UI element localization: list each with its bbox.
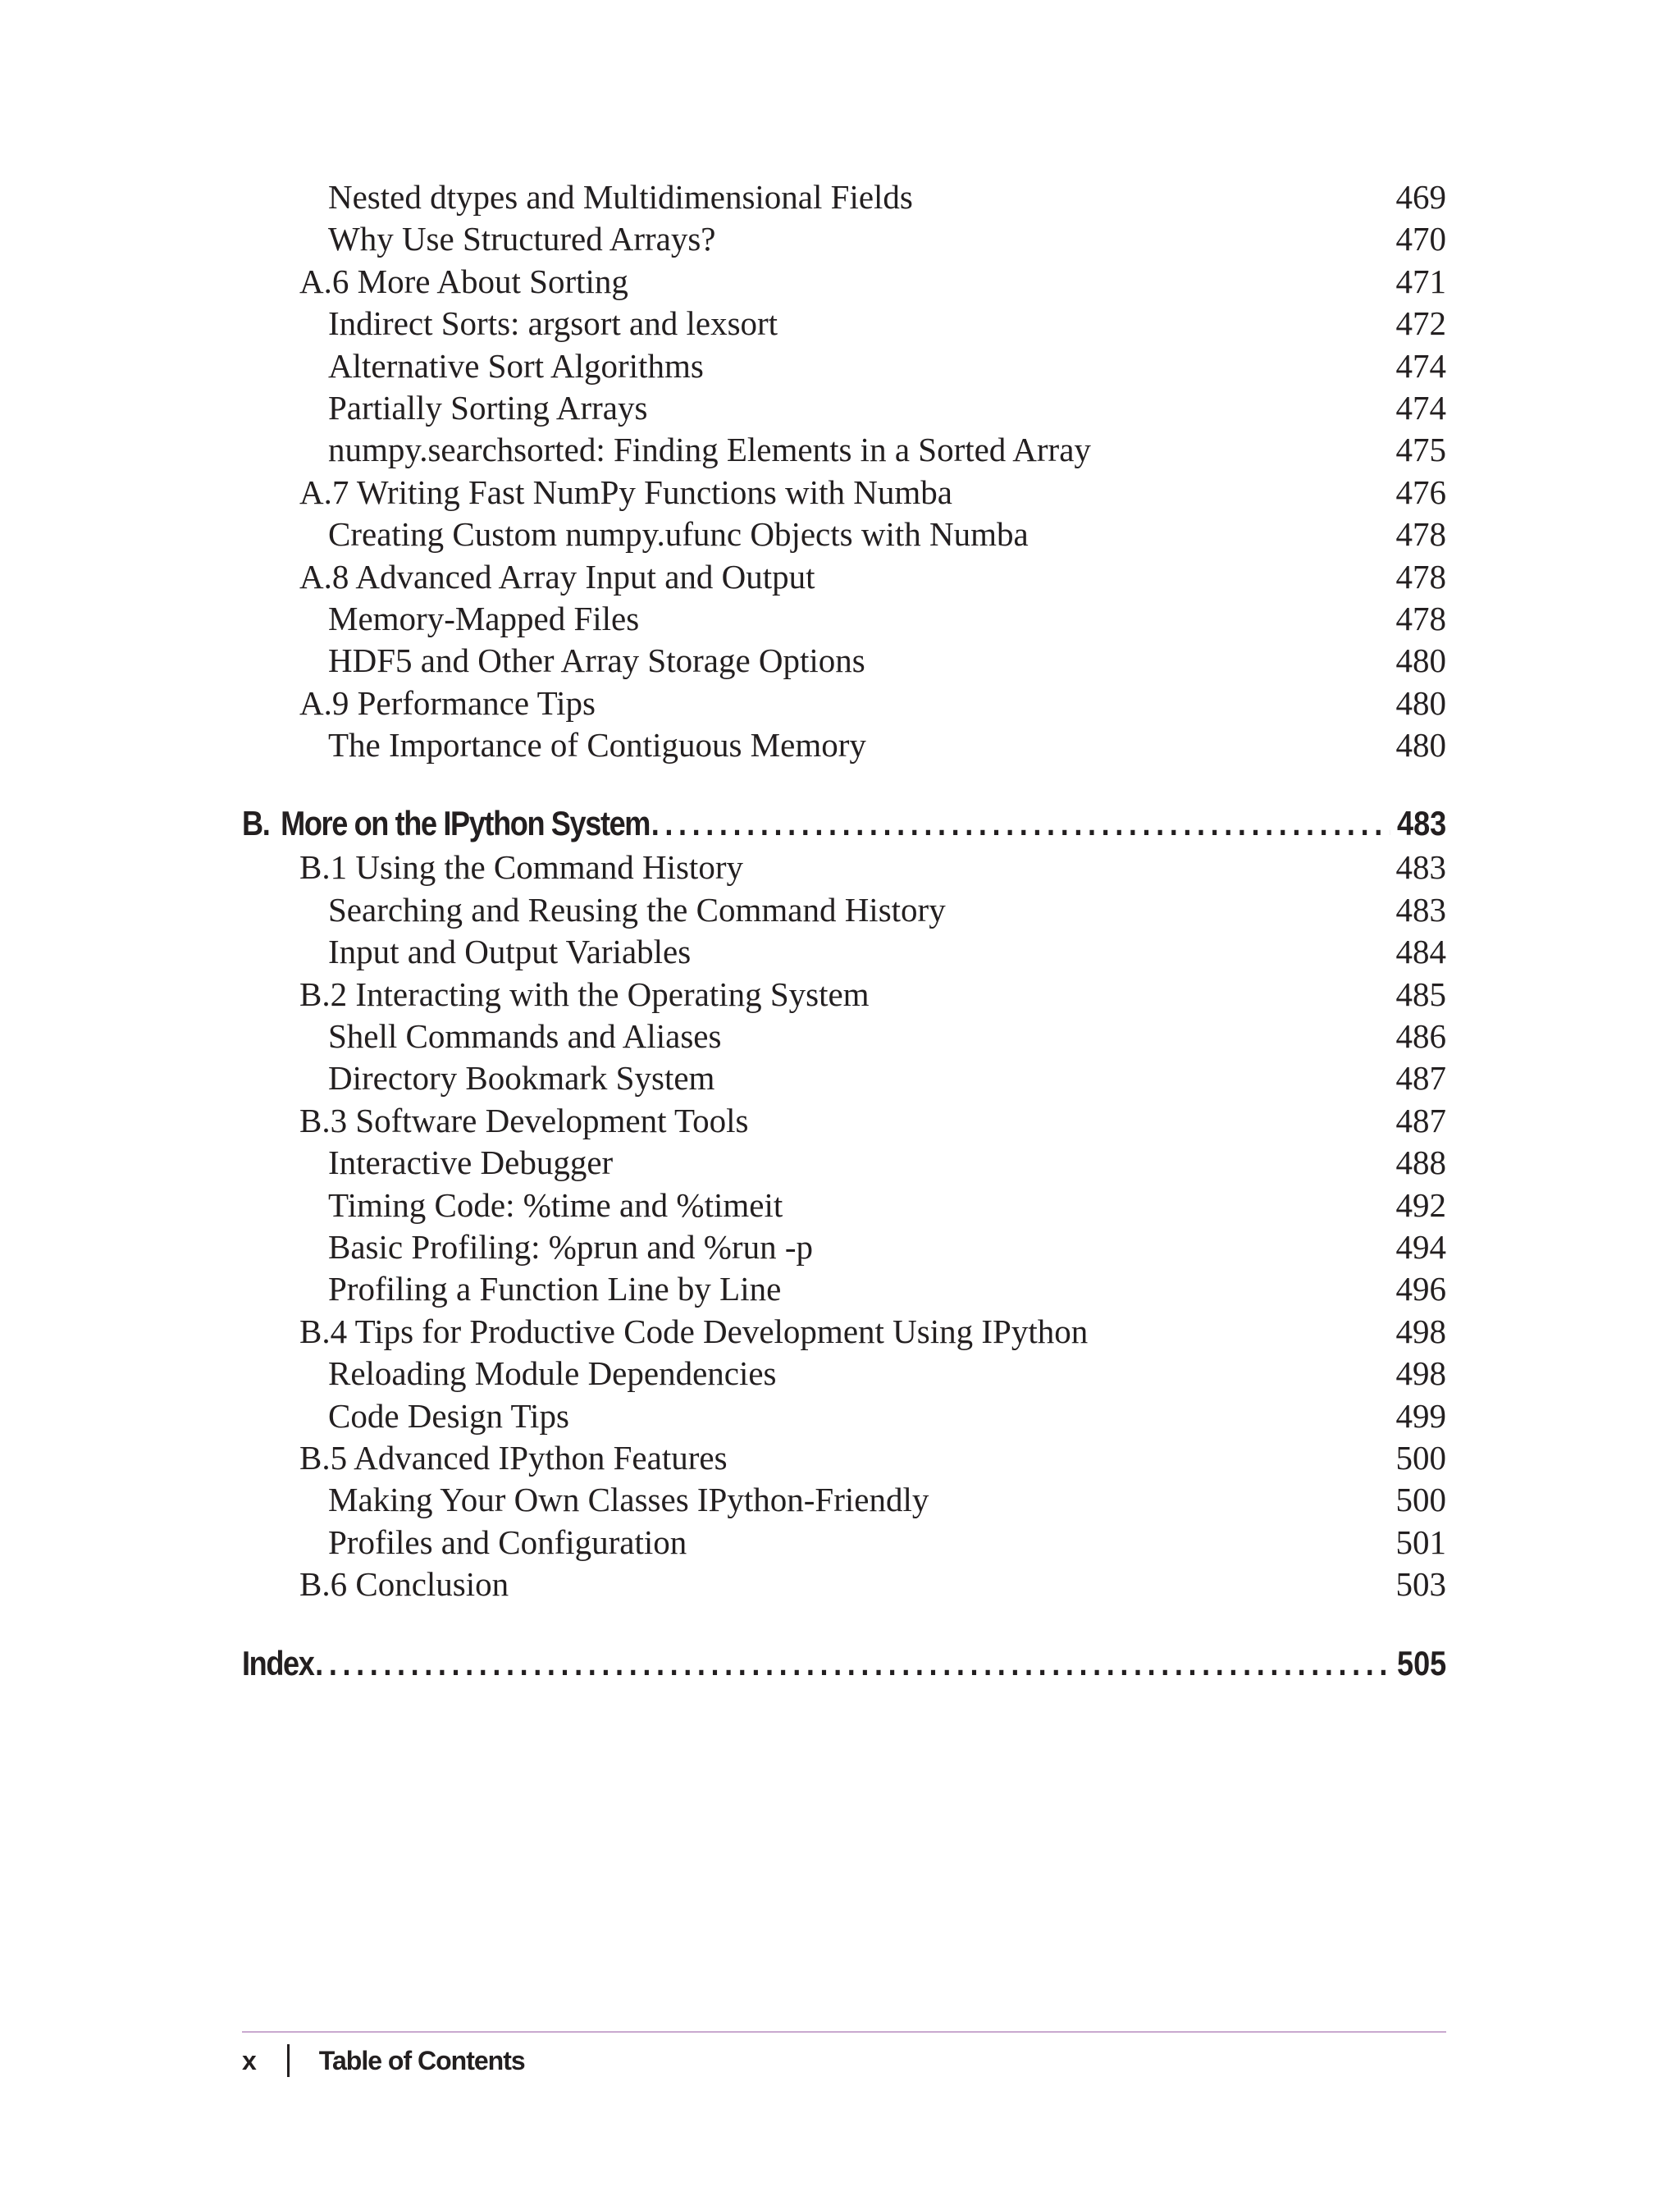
footer-page-number: x	[242, 2045, 256, 2075]
toc-subsection-entry[interactable]	[242, 598, 1446, 640]
footer-rule	[242, 2031, 1446, 2033]
entry-page-number: 475	[1395, 431, 1446, 469]
entry-page-number: 469	[1395, 178, 1446, 216]
toc-chapter-appendix-b[interactable]	[242, 801, 1446, 847]
entry-title: The Importance of Contiguous Memory	[328, 726, 866, 765]
toc-subsection-entry[interactable]	[242, 1016, 1446, 1057]
entry-title: Searching and Reusing the Command History	[328, 890, 946, 929]
chapter-title: Index	[242, 1643, 314, 1682]
entry-page-number: 480	[1395, 641, 1446, 680]
entry-title: Timing Code: %time and %timeit	[328, 1185, 783, 1224]
leader-dots	[315, 1641, 1390, 1687]
toc-subsection-entry[interactable]	[242, 931, 1446, 973]
entry-title: B.6 Conclusion	[299, 1565, 509, 1604]
entry-page-number: 474	[1395, 388, 1446, 427]
entry-title: Basic Profiling: %prun and %run -p	[328, 1227, 813, 1266]
toc-subsection-entry[interactable]	[242, 218, 1446, 260]
entry-title: HDF5 and Other Array Storage Options	[328, 641, 865, 680]
toc-subsection-entry[interactable]	[242, 1142, 1446, 1184]
entry-title: Profiling a Function Line by Line	[328, 1270, 782, 1308]
entry-title: Partially Sorting Arrays	[328, 388, 648, 427]
entry-page-number: 501	[1395, 1522, 1446, 1561]
toc-subsection-entry[interactable]	[242, 1268, 1446, 1310]
entry-page-number: 488	[1395, 1144, 1446, 1182]
entry-page-number: 478	[1395, 515, 1446, 554]
entry-page-number: 480	[1395, 726, 1446, 765]
leader-dots	[651, 801, 1390, 847]
entry-page-number: 478	[1395, 599, 1446, 637]
entry-title: A.7 Writing Fast NumPy Functions with Numba	[299, 472, 952, 511]
entry-page-number: 487	[1395, 1059, 1446, 1098]
entry-page-number: 480	[1395, 683, 1446, 722]
toc-subsection-entry[interactable]	[242, 387, 1446, 429]
entry-page-number: 492	[1395, 1185, 1446, 1224]
toc-subsection-entry[interactable]	[242, 1395, 1446, 1437]
entry-page-number: 484	[1395, 933, 1446, 971]
entry-title: Alternative Sort Algorithms	[328, 346, 704, 385]
toc-subsection-entry[interactable]	[242, 176, 1446, 218]
toc-section-entry[interactable]	[242, 1311, 1446, 1353]
chapter-title: More on the IPython System	[281, 804, 651, 843]
table-of-contents	[242, 176, 1446, 1687]
entry-title: B.5 Advanced IPython Features	[299, 1438, 728, 1477]
toc-section-entry[interactable]	[242, 847, 1446, 888]
spacer	[242, 766, 1446, 801]
entry-page-number: 498	[1395, 1312, 1446, 1350]
entry-page-number: 478	[1395, 557, 1446, 596]
entry-title: Directory Bookmark System	[328, 1059, 715, 1098]
chapter-page-number: 505	[1396, 1643, 1447, 1682]
toc-section-entry[interactable]	[242, 1437, 1446, 1479]
toc-section-entry[interactable]	[242, 1564, 1446, 1605]
entry-page-number: 500	[1395, 1481, 1446, 1519]
toc-section-entry[interactable]	[242, 472, 1446, 514]
entry-page-number: 485	[1395, 975, 1446, 1013]
appendix-a-entries	[242, 176, 1446, 766]
entry-page-number: 500	[1395, 1438, 1446, 1477]
toc-subsection-entry[interactable]	[242, 303, 1446, 345]
entry-title: B.1 Using the Command History	[299, 848, 743, 887]
entry-page-number: 494	[1395, 1227, 1446, 1266]
entry-title: Shell Commands and Aliases	[328, 1017, 722, 1056]
entry-page-number: 483	[1395, 890, 1446, 929]
toc-section-entry[interactable]	[242, 974, 1446, 1016]
toc-subsection-entry[interactable]	[242, 1522, 1446, 1564]
toc-subsection-entry[interactable]	[242, 640, 1446, 682]
toc-section-entry[interactable]	[242, 261, 1446, 303]
spacer	[242, 1606, 1446, 1641]
toc-subsection-entry[interactable]	[242, 345, 1446, 387]
toc-subsection-entry[interactable]	[242, 1226, 1446, 1268]
entry-page-number: 483	[1395, 848, 1446, 887]
toc-subsection-entry[interactable]	[242, 1479, 1446, 1521]
toc-section-entry[interactable]	[242, 682, 1446, 724]
page-footer	[242, 2040, 525, 2081]
entry-page-number: 487	[1395, 1101, 1446, 1139]
entry-page-number: 499	[1395, 1396, 1446, 1435]
entry-title: Why Use Structured Arrays?	[328, 220, 716, 258]
entry-page-number: 486	[1395, 1017, 1446, 1056]
toc-subsection-entry[interactable]	[242, 889, 1446, 931]
entry-title: Code Design Tips	[328, 1396, 569, 1435]
entry-title: A.6 More About Sorting	[299, 262, 628, 300]
entry-title: Creating Custom numpy.ufunc Objects with Numba	[328, 515, 1029, 554]
entry-title: Profiles and Configuration	[328, 1522, 687, 1561]
entry-title: numpy.searchsorted: Finding Elements in a Sorted Array	[328, 431, 1091, 469]
toc-subsection-entry[interactable]	[242, 1057, 1446, 1099]
entry-page-number: 472	[1395, 304, 1446, 343]
entry-page-number: 471	[1395, 262, 1446, 300]
toc-section-entry[interactable]	[242, 1100, 1446, 1142]
entry-title: A.9 Performance Tips	[299, 683, 596, 722]
entry-title: Reloading Module Dependencies	[328, 1354, 777, 1393]
entry-title: B.4 Tips for Productive Code Development Using IPython	[299, 1312, 1089, 1350]
entry-title: Input and Output Variables	[328, 933, 692, 971]
toc-subsection-entry[interactable]	[242, 1185, 1446, 1226]
entry-title: Making Your Own Classes IPython-Friendly	[328, 1481, 929, 1519]
entry-title: B.3 Software Development Tools	[299, 1101, 749, 1139]
entry-title: Nested dtypes and Multidimensional Fields	[328, 178, 913, 216]
toc-subsection-entry[interactable]	[242, 724, 1446, 766]
footer-section-title: Table of Contents	[318, 2045, 525, 2075]
toc-subsection-entry[interactable]	[242, 514, 1446, 555]
appendix-b-entries	[242, 847, 1446, 1605]
entry-page-number: 474	[1395, 346, 1446, 385]
toc-chapter-index[interactable]	[242, 1641, 1446, 1687]
entry-title: A.8 Advanced Array Input and Output	[299, 557, 815, 596]
entry-title: Interactive Debugger	[328, 1144, 614, 1182]
entry-page-number: 476	[1395, 472, 1446, 511]
footer-separator	[287, 2044, 290, 2077]
entry-page-number: 498	[1395, 1354, 1446, 1393]
toc-section-entry[interactable]	[242, 556, 1446, 598]
entry-page-number: 503	[1395, 1565, 1446, 1604]
toc-subsection-entry[interactable]	[242, 1353, 1446, 1395]
entry-page-number: 470	[1395, 220, 1446, 258]
chapter-number: B.	[242, 804, 270, 843]
entry-page-number: 496	[1395, 1270, 1446, 1308]
entry-title: B.2 Interacting with the Operating System	[299, 975, 870, 1013]
toc-subsection-entry[interactable]	[242, 429, 1446, 471]
chapter-page-number: 483	[1396, 804, 1447, 843]
entry-title: Indirect Sorts: argsort and lexsort	[328, 304, 778, 343]
entry-title: Memory-Mapped Files	[328, 599, 640, 637]
